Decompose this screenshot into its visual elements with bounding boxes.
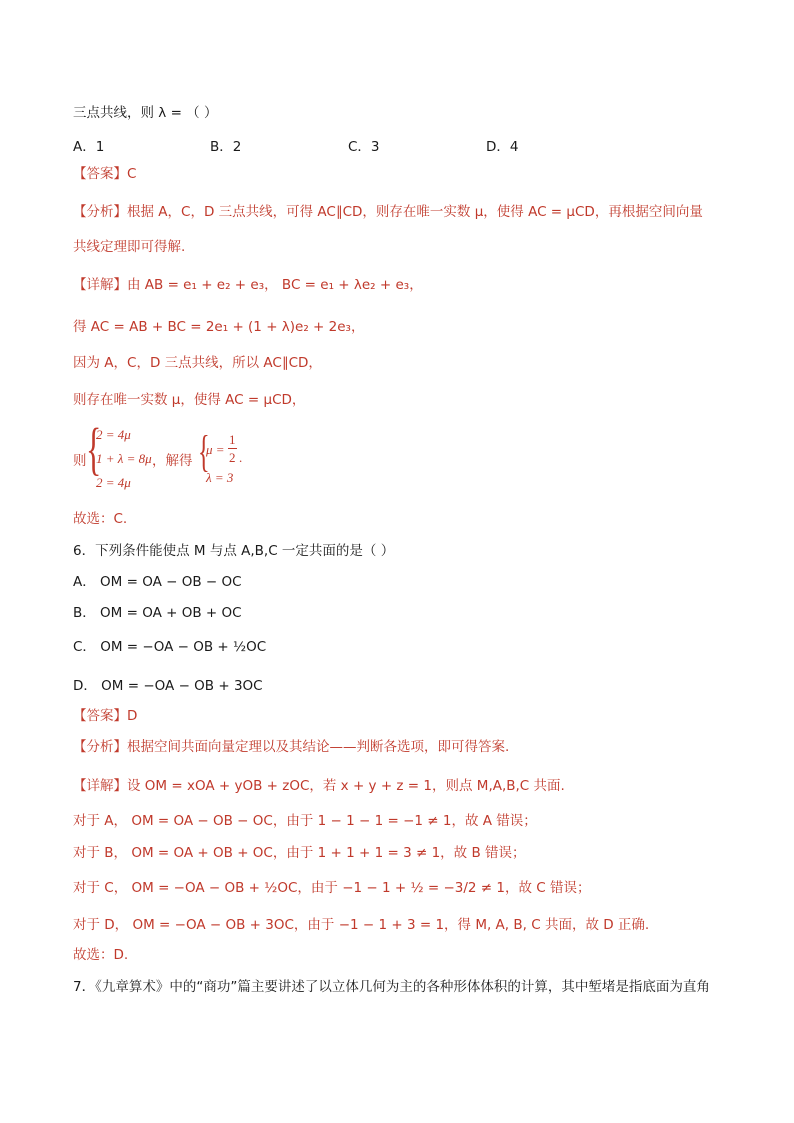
detail-tag: 【详解】 xyxy=(73,277,127,293)
analysis-line-2: 共线定理即可得解. xyxy=(73,239,186,255)
solution-lambda: λ = 3 xyxy=(206,470,234,485)
question-7-stem: 7．《九章算术》中的“商功”篇主要讲述了以立体几何为主的各种形体体积的计算，其中堑堵是指底面为直角 xyxy=(73,979,710,995)
option-a: A．1 xyxy=(73,139,105,155)
q6-answer-line xyxy=(73,707,137,725)
conclusion-5: 故选：C. xyxy=(73,511,128,527)
detail-line-2: 得 AC = AB + BC = 2e₁ + (1 + λ)e₂ + 2e₃， xyxy=(73,319,365,335)
q6-analysis-tag: 【分析】 xyxy=(73,739,127,755)
q6-option-c: C． OM = −OA − OB + ½OC xyxy=(73,639,267,655)
analysis-text: 根据 A，C，D 三点共线，可得 AC∥CD，则存在唯一实数 μ，使得 AC = μCD，再根据空间向量 xyxy=(127,204,703,220)
q6-case-d: 对于 D， OM = −OA − OB + 3OC，由于 −1 − 1 + 3 = 1，得 M, A, B, C 共面，故 D 正确. xyxy=(73,917,650,933)
fraction-bar xyxy=(228,448,237,449)
q6-answer-value: D xyxy=(127,708,138,724)
system-eq-2: 1 + λ = 8μ xyxy=(96,451,152,466)
q6-analysis-line xyxy=(73,738,509,756)
q6-option-a: A． OM = OA − OB − OC xyxy=(73,574,242,590)
q6-answer-tag: 【答案】 xyxy=(73,708,127,724)
q6-option-d: D． OM = −OA − OB + 3OC xyxy=(73,678,263,694)
system-eq-3: 2 = 4μ xyxy=(96,475,131,490)
option-b: B．2 xyxy=(210,139,242,155)
question-6-stem: 6．下列条件能使点 M 与点 A,B,C 一定共面的是（ ） xyxy=(73,543,395,559)
solution-mu-den: 2 xyxy=(229,450,236,465)
solve-word: ，解得 xyxy=(152,453,193,469)
q6-detail-text: 设 OM = xOA + yOB + zOC，若 x + y + z = 1，则点 M,A,B,C 共面. xyxy=(127,778,565,794)
answer-line xyxy=(73,165,136,183)
q6-case-a: 对于 A， OM = OA − OB − OC，由于 1 − 1 − 1 = −1 ≠ 1，故 A 错误； xyxy=(73,813,537,829)
q6-option-b: B． OM = OA + OB + OC xyxy=(73,605,242,621)
detail-line-1 xyxy=(73,276,423,294)
q6-analysis-text: 根据空间共面向量定理以及其结论——判断各选项，即可得答案. xyxy=(127,739,510,755)
left-brace-icon: { xyxy=(86,416,102,481)
option-d: D．4 xyxy=(486,139,519,155)
option-c: C．3 xyxy=(348,139,380,155)
analysis-line-1 xyxy=(73,203,703,221)
detail-text: 由 AB = e₁ + e₂ + e₃， BC = e₁ + λe₂ + e₃， xyxy=(127,277,423,293)
system-eq-1: 2 = 4μ xyxy=(96,427,131,442)
detail-line-3: 因为 A，C，D 三点共线，所以 AC∥CD， xyxy=(73,355,322,371)
q6-case-c: 对于 C， OM = −OA − OB + ½OC，由于 −1 − 1 + ½ = −3/2 ≠ 1，故 C 错误； xyxy=(73,880,591,896)
q6-conclusion: 故选：D. xyxy=(73,947,129,963)
q6-detail-line xyxy=(73,777,565,795)
analysis-tag: 【分析】 xyxy=(73,204,127,220)
q6-case-b: 对于 B， OM = OA + OB + OC，由于 1 + 1 + 1 = 3 ≠ 1，故 B 错误； xyxy=(73,845,526,861)
solution-dot: . xyxy=(239,450,243,465)
system-prefix: 则 xyxy=(73,453,87,469)
solution-mu: μ = xyxy=(206,442,225,457)
answer-value: C xyxy=(127,166,137,182)
detail-line-4: 则存在唯一实数 μ，使得 AC = μCD， xyxy=(73,392,306,408)
q6-detail-tag: 【详解】 xyxy=(73,778,127,794)
solution-brace-icon: { xyxy=(198,427,210,476)
solution-mu-num: 1 xyxy=(229,432,236,447)
answer-tag: 【答案】 xyxy=(73,166,127,182)
question-stem-tail: 三点共线，则 λ = （ ） xyxy=(73,105,218,121)
